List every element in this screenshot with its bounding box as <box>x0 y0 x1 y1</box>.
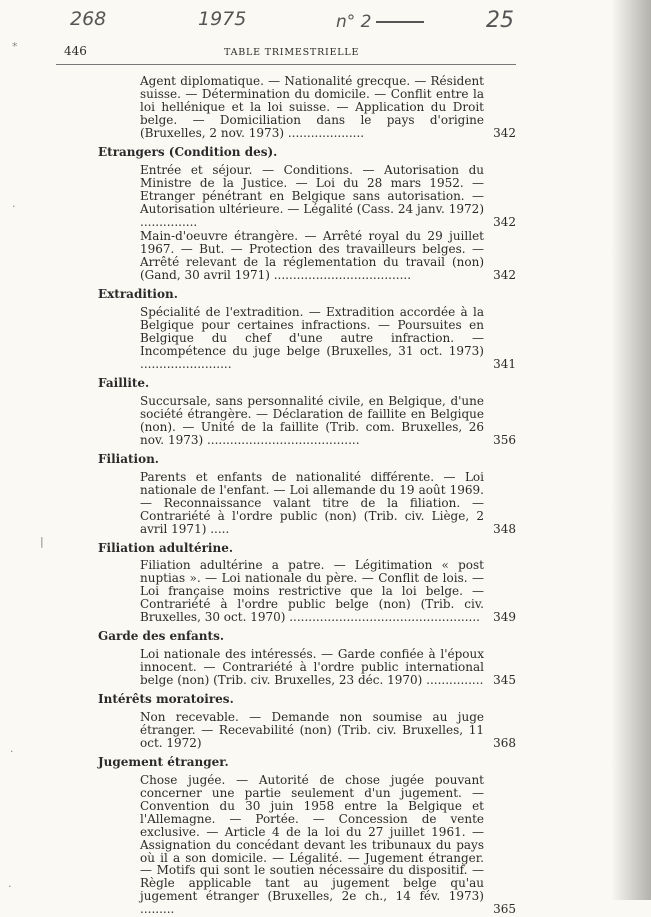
handwritten-note-1: 268 <box>70 8 107 30</box>
entry-page-ref: 368 <box>493 735 516 750</box>
index-entry <box>98 164 518 229</box>
index-entry <box>98 230 518 282</box>
section-heading: Filiation. <box>98 451 159 466</box>
page-edge-shadow <box>611 0 651 900</box>
entry-text: Filiation adultérine a patre. — Légitimation « post nuptias ». — Loi nationale du père. — Conflit de lois. — Loi française moins restrictive que la loi belge. — Contrariété à l'ordre public belge (non) (Trib. civ. Bruxelles, 30 oct. 1970) .................................................. <box>140 558 484 625</box>
entry-text: Spécialité de l'extradition. — Extradition accordée à la Belgique pour certaines infractions. — Poursuites en Belgique du chef d'une autre infraction. — Incompétence du juge belge (Bruxelles, 31 oct. 1973) ........................ <box>140 305 484 372</box>
entry-page-ref: 345 <box>493 673 516 688</box>
index-section <box>98 756 518 916</box>
index-section <box>98 630 518 687</box>
entry-page-ref: 342 <box>493 268 516 283</box>
index-section <box>98 377 518 447</box>
entry-page-ref: 349 <box>493 610 516 625</box>
entry-page-ref: 348 <box>493 521 516 536</box>
margin-mark: * <box>12 40 18 53</box>
index-section <box>98 288 518 371</box>
entry-text: Agent diplomatique. — Nationalité grecque. — Résident suisse. — Détermination du domicile. — Conflit entre la loi hellénique et la loi suisse. — Application du Droit belge. — Domiciliation dans le pays d'origine (Bruxelles, 2 nov. 1973) .................... <box>140 74 484 140</box>
entry-text: Loi nationale des intéressés. — Garde confiée à l'époux innocent. — Contrariété à l'ordre public international belge (non) (Trib. civ. Bruxelles, 23 déc. 1970) ............... <box>140 647 484 688</box>
index-entry <box>98 306 518 371</box>
handwritten-note-2: 1975 <box>198 8 247 30</box>
entry-text: Main-d'oeuvre étrangère. — Arrêté royal du 29 juillet 1967. — But. — Protection des travailleurs belges. — Arrêté relevant de la réglementation du travail (non) (Gand, 30 avril 1971) .................................... <box>140 229 484 283</box>
index-entry <box>98 711 518 750</box>
index-entry <box>98 559 518 624</box>
section-heading: Intérêts moratoires. <box>98 692 234 707</box>
index-entry <box>98 471 518 536</box>
margin-mark: · <box>8 880 12 893</box>
running-title: TABLE TRIMESTRIELLE <box>224 47 360 58</box>
entry-text: Parents et enfants de nationalité différente. — Loi nationale de l'enfant. — Loi allemande du 19 août 1969. — Reconnaissance valant titre de la filiation. — Contrariété à l'ordre public (non) (Trib. civ. Liège, 2 avril 1971) ..... <box>140 469 484 536</box>
handwritten-note-3-text: n° 2 <box>336 12 372 32</box>
margin-mark: · <box>12 200 16 213</box>
index-entry <box>98 395 518 447</box>
entry-text: Chose jugée. — Autorité de chose jugée pouvant concerner une partie seulement d'un jugement. — Convention du 30 juin 1958 entre la Belgique et l'Allemagne. — Portée. — Concession de vente exclusive. — Article 4 de la loi du 27 juillet 1961. — Assignation du concédant devant les tribunaux du pays où il a son domicile. — Légalité. — Jugement étranger. — Motifs qui sont le soutien nécessaire du dispositif. — Règle applicable tant au jugement belge qu'au jugement étranger (Bruxelles, 2e ch., 14 fév. 1973) ......... <box>140 772 484 917</box>
entry-page-ref: 356 <box>493 432 516 447</box>
section-heading: Etrangers (Condition des). <box>98 144 278 159</box>
entry-text: Entrée et séjour. — Conditions. — Autorisation du Ministre de la Justice. — Loi du 28 mars 1952. — Etranger pénétrant en Belgique sans autorisation. — Autorisation ultérieure. — Légalité (Cass. 24 janv. 1972) ............... <box>140 162 484 229</box>
index-entry <box>98 648 518 687</box>
section-heading: Extradition. <box>98 287 178 302</box>
margin-mark: | <box>40 535 44 548</box>
handwritten-note-3 <box>336 12 424 32</box>
entry-text: Non recevable. — Demande non soumise au juge étranger. — Recevabilité (non) (Trib. civ. Bruxelles, 11 oct. 1972) <box>140 709 484 750</box>
index-content <box>98 75 518 917</box>
section-heading: Jugement étranger. <box>98 754 229 769</box>
index-section <box>98 542 518 625</box>
section-heading: Garde des enfants. <box>98 629 225 644</box>
section-heading: Faillite. <box>98 376 150 391</box>
handwritten-note-4: 25 <box>486 8 514 33</box>
index-section <box>98 453 518 536</box>
page-number: 446 <box>64 44 87 58</box>
entry-page-ref: 341 <box>493 357 516 372</box>
section-heading: Filiation adultérine. <box>98 540 234 555</box>
index-entry <box>98 75 518 140</box>
index-section <box>98 146 518 283</box>
entry-page-ref: 365 <box>493 902 516 917</box>
entry-page-ref: 342 <box>493 125 516 140</box>
index-entry <box>98 774 518 916</box>
entry-page-ref: 342 <box>493 214 516 229</box>
entry-text: Succursale, sans personnalité civile, en Belgique, d'une société étrangère. — Déclaration de faillite en Belgique (non). — Unité de la faillite (Trib. com. Bruxelles, 26 nov. 1973) ........................................ <box>140 393 484 447</box>
index-section <box>98 693 518 750</box>
margin-mark: · <box>10 745 14 758</box>
running-header <box>56 40 516 65</box>
